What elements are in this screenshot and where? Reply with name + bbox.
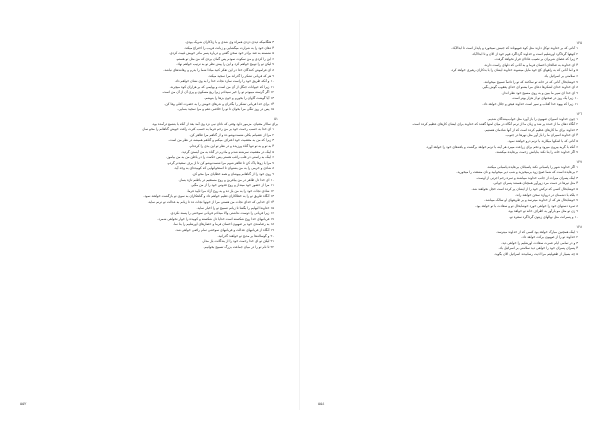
verse-line: ۲۲ تا نام تو را در میان جماعت بزرگ تسبیح بخوانیم. <box>203 244 274 249</box>
verse-line: ۶ این را کردی و من سکوت نمودم پس گمان بردی که من مثل تو هستم. <box>175 56 274 61</box>
verse-line: ۱۴ ای خدایی که خدای نجات من هستی مرا از خونها نجات ده تا زبانم به عدالت تو ترنم نماید. <box>147 199 274 204</box>
psalm-section <box>310 40 582 108</box>
verse-line: ۱ ای خدا به حسب رحمت خود بر من رحم فرما به حسب کثرت رأفت خویش گناهانم را محو ساز. <box>141 127 274 132</box>
verse-line: ۱۶ زیرا قربانی را دوست نداشتی والا میدادم قربانی سوختنی را پسند نکردی. <box>169 211 274 216</box>
right-page <box>310 40 582 410</box>
verse-line: ۹ زن تو مثل مو بارآور به اطراف خانه تو خواهد بود. <box>507 209 578 214</box>
verse-line: ۳ زیرا که من به معصیت خود اعتراف میکنم و گناهم همیشه در نظر من است. <box>168 138 274 143</box>
right-page-number: ٥٥٤ <box>318 401 325 406</box>
verse-line: ۷ اگر خداوند خانه را بنا نکند بنایانش زحمت بی‌فایده میکشند. <box>495 150 578 155</box>
verse-line: ۴ دهان خود را به شرارت میگشایی و زبانت فریب را اختراع میکند. <box>183 45 274 50</box>
psalm-number: ١٢٨ <box>576 224 582 229</box>
verse-line: ۴ به تو و به تو تنها گناه ورزیده و در نظر تو این بدی را کرده‌ام. <box>188 144 274 148</box>
left-page-number: ٥٥٢ <box>20 401 27 406</box>
verse-line: ۱۸ به رضامندی خود بر صهیون احسان فرما و حصارهای اورشلیم را بنا نما. <box>172 222 274 227</box>
verse-line: ۱۰ زیرا یک روز در صحنهای تو از هزار بهتر است. <box>511 96 578 101</box>
verse-line: ۹ هر که قربانی تشکر را گذراند مرا تمجید میکند. <box>207 73 274 78</box>
verse-line: ۸ شادی و خرمی را به من بشنوان تا استخوانهایی که کوبیده‌ای به وجد آید. <box>173 166 274 171</box>
verse-line: ۵ آنانی که با اشکها میکارند با ترنم درو خواهند نمود. <box>507 138 578 143</box>
verse-line: ۹ روی خود را از گناهانم بپوشان و همه خطایای مرا محو کن. <box>191 171 274 176</box>
verse-line: ۶ آنکه با گریه بیرون میرود و تخم برای زراعت میبرد هر آینه با ترنم خواهد برگشت و بافه‌های خود را خواهد آورد. <box>425 144 578 149</box>
verse-line: ۱ چون خداوند اسیران صهیون را باز آورد مثل خواب‌بینندگان شدیم. <box>487 116 578 121</box>
verse-line: ۷ خوشابحال آنانی که در خانه تو ساکنند که تو را دائماً تسبیح میخوانند. <box>483 79 578 84</box>
verse-line: ۳ هنگامیکه دیدی دزدی همراه وی شدی و با زناکاران شریک بودی. <box>184 40 274 44</box>
verse-line: ۴ ای خداوند به صالحان احسان فرما و به آنانی که دلهای راست دارند. <box>483 62 578 67</box>
verse-line: ۱۲ اگر گرسنه میبودم تو را خبر نمیدادم زیرا ربع مسکون و پری آن از آن من است. <box>162 90 274 95</box>
verse-line: ۲۱ لیکن تو ای خدا رحمت خود را از بندگانت باز مدار. <box>201 239 274 244</box>
psalm-section <box>310 111 582 156</box>
verse-line: ۱۰ و آنکه طریق خود را راست سازد نجات خدا را به وی نشان خواهم داد. <box>174 79 274 84</box>
verse-line: ۱۲ شادی نجات خود را به من باز ده و به روح آزاد مرا تأیید فرما. <box>186 188 274 193</box>
verse-line: ۶ بلکه با دشمنان در دروازه سخن خواهند راند. <box>515 192 578 197</box>
psalm-number: ١٢٧ <box>576 159 582 164</box>
verse-line: ۲ بی‌فایده است که شما صبح زود برمیخیزید و شب دیر میخوابید و نان مشقت را میخورید. <box>456 170 578 175</box>
psalm-number: ١٢٦ <box>576 111 582 116</box>
verse-line: ۸ ای فراموش کنندگان خدا در این تفکر کنید مبادا شما را بدرم و رهانندهای نباشد. <box>163 67 274 72</box>
verse-line: ۱ اینک همچنین مبارک خواهد بود کسی که از خداوند میترسد. <box>496 229 578 234</box>
verse-line: ۶ سلامتی بر اسرائیل باد. <box>543 73 578 78</box>
left-page <box>10 40 278 410</box>
verse-line: ۸ ای خداوند خدای لشکرها دعای مرا بشنو ای خدای یعقوب گوش بگیر. <box>481 85 578 90</box>
psalm-number: ٥١ <box>274 116 278 121</box>
psalm-section <box>10 40 278 113</box>
verse-line: ۱۴ برای خدا قربانی تشکر را بگذران و نذرهای خویش را به حضرت اعلی وفا کن. <box>164 101 274 106</box>
verse-line: ۵ خوشابحال کسی که ترکش خود را از ایشان پر کرده است خجل نخواهند شد. <box>471 187 578 192</box>
verse-line: ۱۳ آیا گوشت گاوان را بخورم و خون بزها را بنوشم. <box>204 95 274 100</box>
verse-line: ۸ ثمره دستهای خود را خواهی خورد خوشابحال تو و سعادت با تو خواهد بود. <box>475 203 578 208</box>
verse-line: ۱۳ آنگاه طریق تو را به خطاکاران تعلیم خواهم داد و گناهکاران به سوی تو بازگشت خواهند نمود. <box>143 194 274 199</box>
verse-line: ۴ ای خداوند اسیران ما را باز آور مثل نهرها در جنوب. <box>505 133 578 138</box>
verse-line: ۱۵ خداوندا لبهایم را بگشا تا زبانم تسبیح تو را اخبار نماید. <box>196 205 274 210</box>
verse-line: ۱۵ پس در روز تنگی مرا بخوان تا تو را خلاصی دهم و مرا تمجید بنمایی. <box>177 107 274 112</box>
verse-line: ۱ آنانی که بر خداوند توکل دارند مثل کوه صهیوناند که جنبش نمیخورد و پایدار است تا ابدالآباد. <box>451 46 578 50</box>
verse-line: ۳ زیرا که عصای شریران بر نصیب عادلان قرار نخواهد گرفت. <box>494 57 578 62</box>
verse-line: ۱۰ و پسرانت مثل نهالهای زیتون گرداگرد سفره تو. <box>509 215 578 220</box>
verse-line: ۲ خداوند تو را از صهیون برکت خواهد داد. <box>521 235 578 240</box>
verse-line: ۱۹ آنگاه از قربانیهای عدالت و قربانیهای سوختنی تمام راضی خواهی شد. <box>175 227 274 232</box>
verse-line: ۷ خوشابحال هر که از خداوند میترسد و بر طریقهای او سالک میباشد. <box>484 198 578 203</box>
verse-line: ۱۷ قربانیهای خدا روح شکسته است خدایا دل شکسته و کوبیده را خوار نخواهی شمرد. <box>157 216 274 221</box>
psalm-section <box>310 224 582 258</box>
psalm-superscription: برای سالار مغنیان. مزمور داود وقتی که ناتان نبی نزد وی آمد بعد از آنکه با بتشبع درآمده بود. <box>151 121 278 126</box>
verse-line: ۳ و در تمامی ایام عمرت سعادت اورشلیم را خواهی دید. <box>501 240 578 245</box>
verse-line: ۵ اینک در معصیت سرشته شدم و مادرم در گناه به من آبستن گردید. <box>181 149 274 154</box>
psalm-section <box>310 159 582 221</box>
verse-line: ۷ مرا با زوفا پاک کن تا طاهر شوم مرا شست‌وشو کن تا از برف سفیدتر گردم. <box>166 160 274 165</box>
verse-line: ۱۱ زیرا که حیوانات جنگل از آن من است و بهایمی که بر هزاران کوه میچرند. <box>169 84 274 89</box>
verse-line: ۲ کوهها گرداگرد اورشلیم است و خداوند گرداگرد قوم خود از الان و تا ابدالآباد. <box>471 51 578 56</box>
verse-line: ۹ ای خدا ای سپر ما ببین و به روی مسیح خود نظر انداز. <box>501 90 578 95</box>
verse-line: ۷ لیکن تو را توبیخ خواهم کرد و این را پیش نظر تو به ترتیب خواهم نهاد. <box>176 62 274 67</box>
verse-line: ۳ خداوند برای ما کارهای عظیم کرده است که از آنها شادمان هستیم. <box>484 127 578 132</box>
verse-line: ۵ نشسته به ضد برادر خود سخن گفتی و درباره پسر مادر خویش غیبت کردی. <box>168 51 274 56</box>
verse-line: ۱۱ مرا از حضور خود مینداز و روح قدوس خود را از من مگیر. <box>190 183 274 188</box>
verse-line: ۲ مرا از عصیانم بکلی شست‌وشو ده و از گناهم مرا طاهر کن. <box>189 132 274 137</box>
verse-line: ۵ چه بسیار از طفولیتم مرا اذیت رسانیدند اسرائیل الان بگوید. <box>493 252 578 256</box>
verse-line: ۴ پسران پسران خود را خواهی دید سلامتی بر اسرائیل باد. <box>498 246 578 251</box>
page-gutter <box>299 20 300 410</box>
verse-line: ۱۱ زیرا که یهوه خدا آفتاب و سپر است خداوند فیض و جلال خواهد داد. <box>482 101 578 106</box>
psalm-number: ١٢٥ <box>576 41 582 45</box>
verse-line: ۶ اینک به راستی در قلب راغب هستی پس حکمت را در باطن من به من بیاموز. <box>166 155 274 160</box>
verse-line: ۱ اگر خداوند شهر را پاسبانی نکند پاسبانان بی‌فایده پاسبانی میکنند. <box>486 164 578 169</box>
psalm-section <box>10 116 278 251</box>
verse-line: ۵ و اما آنانی که به راههای کج خود مایل میشوند خداوند ایشان را با بدکاران رهبری خواهد کرد. <box>450 68 578 73</box>
verse-line: ۲ آنگاه دهان ما از خنده پر شد و زبان ما از ترنم آنگاه در میان امتها گفتند که خداوند برای ایشان کارهای عظیم کرده است. <box>411 122 578 127</box>
verse-line: ۲۰ و گوساله‌ها بر مذبح تو خواهند گذرانید. <box>217 233 274 238</box>
verse-line: ۳ اینک پسران میراث از جانب خداوند میباشند و ثمره رحم اجرتی از اوست. <box>476 175 578 180</box>
verse-line: ۴ مثل تیرها در دست مرد زورآور همچنان هستند پسران جوانی. <box>492 181 578 186</box>
verse-line: ۱۰ ای خدا دل طاهر در من بیافرین و روح مستقیم در باطنم تازه بساز. <box>178 177 274 182</box>
